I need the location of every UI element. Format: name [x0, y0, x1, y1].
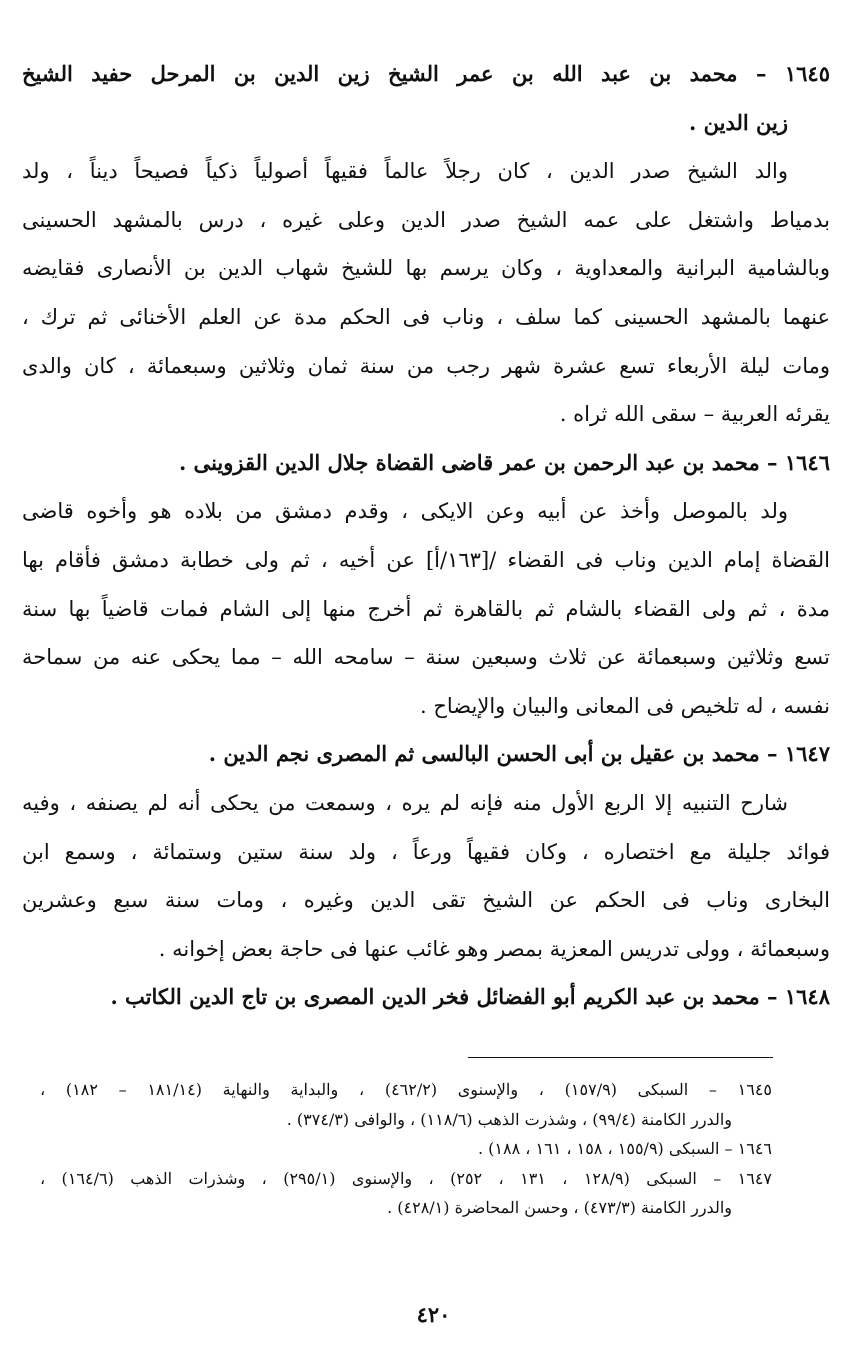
text-line: وبالشامية البرانية والمعداوية ، وكان يرسم بها للشيخ شهاب الدين بن الأنصارى فقايضه: [22, 256, 830, 281]
entry-1648-heading: ١٦٤٨ – محمد بن عبد الكريم أبو الفضائل فخر الدين المصرى بن تاج الدين الكاتب .: [110, 984, 830, 1010]
footnote-1647-line-2: والدرر الكامنة (٤٧٣/٣) ، وحسن المحاضرة (٤٢٨/١) .: [387, 1198, 732, 1218]
text-line: ولد بالموصل وأخذ عن أبيه وعن الايكى ، وقدم دمشق من بلاده هو وأخوه قاضى: [22, 499, 788, 524]
main-text: [22, 50, 830, 1022]
entry-1647-heading: ١٦٤٧ – محمد بن عقيل بن أبى الحسن البالسى ثم المصرى نجم الدين .: [208, 741, 830, 767]
text-line: مدة ، ثم ولى القضاء بالشام ثم بالقاهرة ثم أخرج منها إلى الشام فمات قاضياً بها سنة: [22, 596, 830, 621]
text-line: البخارى وناب فى الحكم عن الشيخ تقى الدين وغيره ، ومات سنة سبع وعشرين: [22, 888, 830, 913]
footnote-1646: ١٦٤٦ – السبكى (١٥٥/٩ ، ١٥٨ ، ١٦١ ، ١٨٨) .: [477, 1139, 772, 1159]
text-line: بدمياط واشتغل على عمه الشيخ صدر الدين وعلى غيره ، درس بالمشهد الحسينى: [22, 207, 830, 232]
footnote-1645-line-1: ١٦٤٥ – السبكى (١٥٧/٩) ، والإسنوى (٤٦٢/٢) ، والبداية والنهاية (١٨١/١٤ – ١٨٢) ،: [40, 1080, 772, 1099]
text-line: يقرئه العربية – سقى الله ثراه .: [559, 402, 830, 427]
entry-1646-heading: ١٦٤٦ – محمد بن عبد الرحمن بن عمر قاضى القضاة جلال الدين القزوينى .: [178, 449, 830, 475]
footnote-1647-line-1: ١٦٤٧ – السبكى (١٢٨/٩ ، ١٣١ ، ٢٥٢) ، والإسنوى (٢٩٥/١) ، وشذرات الذهب (١٦٤/٦) ،: [40, 1168, 772, 1188]
text-line: فوائد جليلة مع اختصاره ، وكان فقيهاً ورعاً ، ولد سنة ستين وستمائة ، وسمع ابن: [22, 839, 830, 864]
text-line: نفسه ، له تلخيص فى المعانى والبيان والإيضاح .: [419, 693, 830, 718]
page-number: ٤٢٠: [416, 1302, 451, 1327]
text-line: القضاة إمام الدين وناب فى القضاء /[١٦٣/أ] عن أخيه ، ثم ولى خطابة دمشق فأقام بها: [22, 547, 830, 572]
text-line: شارح التنبيه إلا الربع الأول منه فإنه لم يره ، وسمعت من يحكى أنه لم يصنفه ، وفيه: [22, 790, 788, 815]
text-line: ومات ليلة الأربعاء تسع عشرة شهر رجب من سنة ثمان وثلاثين وسبعمائة ، كان والدى: [22, 353, 830, 378]
text-line: عنهما بالمشهد الحسينى كما سلف ، وناب فى الحكم مدة عن العلم الأخنائى ثم ترك ،: [22, 304, 830, 329]
text-line: وسبعمائة ، وولى تدريس المعزية بمصر وهو غائب عنها فى حاجة بعض إخوانه .: [158, 936, 830, 961]
entry-1645-heading-line-2: زين الدين .: [689, 109, 788, 135]
entry-1645-heading-line-1: ١٦٤٥ – محمد بن عبد الله بن عمر الشيخ زين الدين بن المرحل حفيد الشيخ: [22, 61, 830, 86]
footnotes: [40, 1075, 772, 1223]
footnote-1645-line-2: والدرر الكامنة (٩٩/٤) ، وشذرت الذهب (١١٨/٦) ، والوافى (٣٧٤/٣) .: [286, 1109, 732, 1129]
footnote-divider: [468, 1057, 773, 1058]
text-line: والد الشيخ صدر الدين ، كان رجلاً عالماً فقيهاً أصولياً ذكياً فصيحاً ديناً ، ولد: [22, 159, 788, 184]
text-line: تسع وثلاثين وسبعمائة عن ثلاث وسبعين سنة – سامحه الله – مما يحكى عنه من سماحة: [22, 645, 830, 670]
